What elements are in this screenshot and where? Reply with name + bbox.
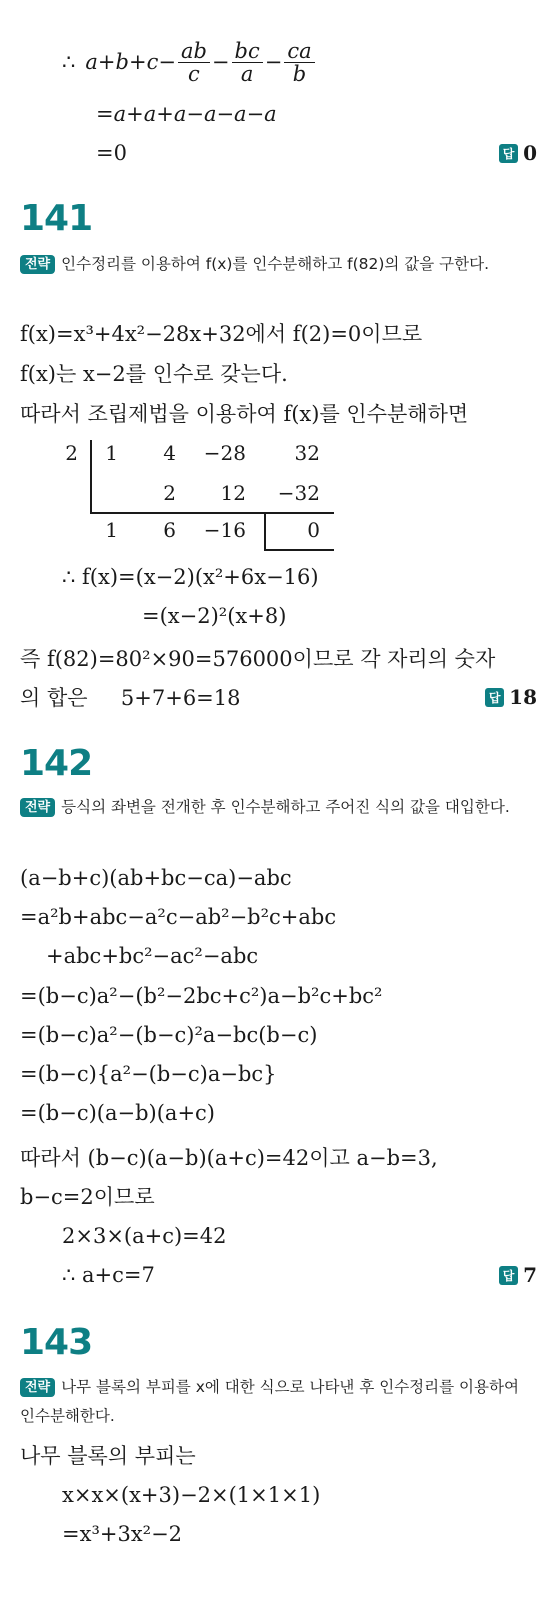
answer-value: 7 (523, 1263, 537, 1287)
syn-r3c2: 6 (163, 518, 176, 542)
top-line-3: =0 (96, 141, 127, 165)
answer-142 (499, 1255, 537, 1295)
strategy-141 (20, 250, 537, 279)
p142-line-11: ∴ a+c=7 (62, 1263, 155, 1287)
strategy-143 (20, 1373, 537, 1431)
answer-icon: 답 (485, 688, 504, 707)
p141-result-1: ∴ f(x)=(x−2)(x²+6x−16) (62, 565, 319, 589)
answer-value: 0 (523, 141, 537, 165)
answer-icon: 답 (499, 1266, 518, 1285)
strategy-142 (20, 793, 537, 822)
syn-divisor: 2 (65, 441, 78, 465)
strategy-badge: 전략 (20, 798, 55, 817)
answer-icon: 답 (499, 144, 518, 163)
p141-line-1: f(x)=x³+4x²−28x+32에서 f(2)=0이므로 (20, 322, 423, 346)
problem-number-143: 143 (20, 1322, 93, 1363)
top-line-2: =a+a+a−a−a−a (96, 102, 277, 126)
syn-r1c1: 1 (105, 441, 118, 465)
p142-line-6: =(b−c){a²−(b−c)a−bc} (20, 1062, 277, 1086)
syn-r2c2: 2 (163, 481, 176, 505)
syn-r2c4: −32 (277, 481, 320, 505)
problem-number-142: 142 (20, 743, 93, 784)
p142-line-9: b−c=2이므로 (20, 1185, 155, 1209)
p142-line-5: =(b−c)a²−(b−c)²a−bc(b−c) (20, 1023, 318, 1047)
answer-141 (485, 677, 537, 717)
strategy-badge: 전략 (20, 1378, 55, 1397)
strategy-text: 나무 블록의 부피를 x에 대한 식으로 나타낸 후 인수정리를 이용하여 인수분해한다. (20, 1378, 519, 1425)
strategy-badge: 전략 (20, 255, 55, 274)
p141-result-2: =(x−2)²(x+8) (142, 604, 287, 628)
syn-r3c3: −16 (203, 518, 246, 542)
p143-line-1: 나무 블록의 부피는 (20, 1444, 196, 1468)
syn-r3c4: 0 (307, 518, 320, 542)
syn-remainder-box-bottom (264, 549, 334, 551)
p142-line-2: =a²b+abc−a²c−ab²−b²c+abc (20, 905, 337, 929)
syn-r1c2: 4 (163, 441, 176, 465)
p143-line-2: x×x×(x+3)−2×(1×1×1) (62, 1483, 321, 1507)
top-line-1: ∴ a + b + c − $\frac{ab}{c}$ − $\frac{bc}{a}$ − $\frac{ca}{b}$ (62, 42, 537, 82)
strategy-text: 인수정리를 이용하여 f(x)를 인수분해하고 f(82)의 값을 구한다. (61, 255, 490, 273)
syn-r3c1: 1 (105, 518, 118, 542)
syn-horizontal-line (90, 512, 334, 514)
syn-r2c3: 12 (220, 481, 246, 505)
p142-line-3: +abc+bc²−ac²−abc (46, 944, 259, 968)
answer-value: 18 (509, 685, 537, 709)
p142-line-7: =(b−c)(a−b)(a+c) (20, 1101, 215, 1125)
problem-number-141: 141 (20, 198, 93, 239)
p142-line-4: =(b−c)a²−(b²−2bc+c²)a−b²c+bc² (20, 984, 383, 1008)
p142-line-1: (a−b+c)(ab+bc−ca)−abc (20, 866, 292, 890)
p141-line-2: f(x)는 x−2를 인수로 갖는다. (20, 362, 288, 386)
syn-r1c3: −28 (203, 441, 246, 465)
answer-top (499, 133, 537, 173)
p141-conclusion-1: 즉 f(82)=80²×90=576000이므로 각 자리의 숫자 (20, 647, 496, 671)
p142-line-10: 2×3×(a+c)=42 (62, 1224, 227, 1248)
strategy-text: 등식의 좌변을 전개한 후 인수분해하고 주어진 식의 값을 대입한다. (61, 798, 510, 816)
p141-conclusion-2: 의 합은 5+7+6=18 (20, 686, 241, 710)
therefore-symbol: ∴ (62, 50, 76, 74)
syn-r1c4: 32 (294, 441, 320, 465)
p141-line-3: 따라서 조립제법을 이용하여 f(x)를 인수분해하면 (20, 402, 469, 426)
p143-line-3: =x³+3x²−2 (62, 1522, 183, 1546)
p142-line-8: 따라서 (b−c)(a−b)(a+c)=42이고 a−b=3, (20, 1146, 438, 1170)
